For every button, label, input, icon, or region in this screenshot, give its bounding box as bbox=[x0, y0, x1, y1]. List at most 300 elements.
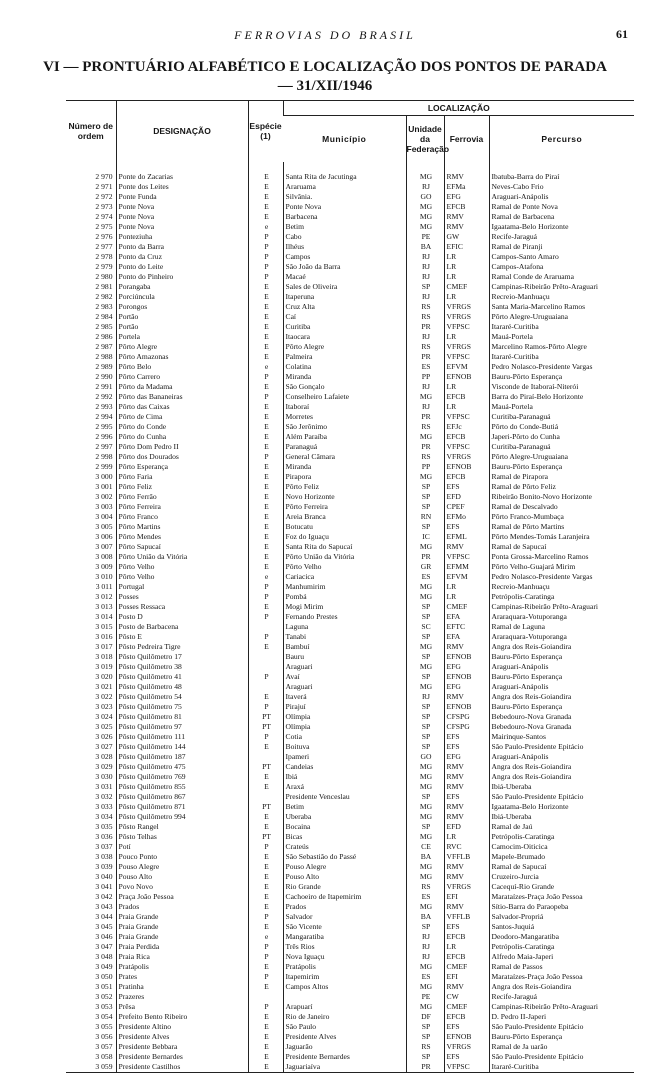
row-municipality: Macaé bbox=[283, 272, 406, 282]
row-route: Alfredo Maia-Japeri bbox=[489, 952, 634, 962]
row-designation: Pôrto União da Vitória bbox=[116, 552, 248, 562]
table-row bbox=[66, 482, 634, 492]
row-route: Mauá-Portela bbox=[489, 402, 634, 412]
row-number: 2 981 bbox=[95, 281, 113, 291]
row-number: 3 044 bbox=[95, 911, 113, 921]
row-railway: EFG bbox=[444, 662, 489, 672]
row-route: Igaatama-Belo Horizonte bbox=[489, 222, 634, 232]
row-state: SP bbox=[406, 602, 444, 612]
row-designation: Presidente Alves bbox=[116, 1032, 248, 1042]
row-railway: EFMM bbox=[444, 562, 489, 572]
row-route: Salvador-Propriá bbox=[489, 912, 634, 922]
row-route: Marataízes-Praça João Pessoa bbox=[489, 972, 634, 982]
row-number: 2 972 bbox=[95, 191, 113, 201]
table-row bbox=[66, 722, 634, 732]
row-state: RJ bbox=[406, 252, 444, 262]
row-state: IC bbox=[406, 532, 444, 542]
row-species: E bbox=[248, 962, 283, 972]
row-railway: RMV bbox=[444, 762, 489, 772]
row-designation: Ponte Funda bbox=[116, 192, 248, 202]
row-designation: Pôrto de Cima bbox=[116, 412, 248, 422]
row-route: Ramal de Pirapora bbox=[489, 472, 634, 482]
row-species: E bbox=[248, 822, 283, 832]
row-species: E bbox=[248, 882, 283, 892]
row-municipality: Mangaratiba bbox=[283, 932, 406, 942]
row-number: 3 012 bbox=[95, 591, 113, 601]
row-municipality: Areia Branca bbox=[283, 512, 406, 522]
row-number: 2 987 bbox=[95, 341, 113, 351]
row-species: P bbox=[248, 842, 283, 852]
row-municipality: Pôrto Velho bbox=[283, 562, 406, 572]
row-designation: Pôsto Telhas bbox=[116, 832, 248, 842]
row-railway: EFS bbox=[444, 1022, 489, 1032]
row-route: Curitiba-Paranaguá bbox=[489, 442, 634, 452]
row-state: MG bbox=[406, 542, 444, 552]
row-state: SP bbox=[406, 712, 444, 722]
row-number: 3 046 bbox=[95, 931, 113, 941]
row-railway: GW bbox=[444, 232, 489, 242]
row-railway: VFFLB bbox=[444, 852, 489, 862]
row-route: Ramal de Descalvado bbox=[489, 502, 634, 512]
row-railway: CFSPG bbox=[444, 722, 489, 732]
row-state: MG bbox=[406, 432, 444, 442]
table-row bbox=[66, 912, 634, 922]
row-municipality: Bauru bbox=[283, 652, 406, 662]
row-number: 3 043 bbox=[95, 901, 113, 911]
row-railway: EFA bbox=[444, 632, 489, 642]
row-railway: EFS bbox=[444, 742, 489, 752]
row-state: SP bbox=[406, 742, 444, 752]
table-row bbox=[66, 432, 634, 442]
row-species: E bbox=[248, 862, 283, 872]
table-row bbox=[66, 752, 634, 762]
row-species: P bbox=[248, 372, 283, 382]
row-municipality: Ilhéus bbox=[283, 242, 406, 252]
row-designation: Pôrto dos Dourados bbox=[116, 452, 248, 462]
row-number: 2 978 bbox=[95, 251, 113, 261]
table-row bbox=[66, 302, 634, 312]
row-railway: RMV bbox=[444, 812, 489, 822]
row-number: 3 015 bbox=[95, 621, 113, 631]
row-number: 3 030 bbox=[95, 771, 113, 781]
row-designation: Pôrto Alegre bbox=[116, 342, 248, 352]
row-species: E bbox=[248, 162, 283, 182]
row-municipality: Crateús bbox=[283, 842, 406, 852]
row-species: E bbox=[248, 772, 283, 782]
row-route: Campinas-Ribeirão Prêto-Araguari bbox=[489, 1002, 634, 1012]
row-municipality: Tanabi bbox=[283, 632, 406, 642]
row-number: 3 051 bbox=[95, 981, 113, 991]
row-state: SP bbox=[406, 612, 444, 622]
row-species: P bbox=[248, 262, 283, 272]
row-species: E bbox=[248, 1032, 283, 1042]
row-species: E bbox=[248, 202, 283, 212]
row-railway: LR bbox=[444, 582, 489, 592]
row-railway: VFRGS bbox=[444, 452, 489, 462]
row-state: ES bbox=[406, 362, 444, 372]
row-municipality: Nova Iguaçu bbox=[283, 952, 406, 962]
row-designation: Pôsto Quilômetro 855 bbox=[116, 782, 248, 792]
row-municipality: São Gonçalo bbox=[283, 382, 406, 392]
row-number: 3 039 bbox=[95, 861, 113, 871]
table-row bbox=[66, 372, 634, 382]
row-designation: Pôrto Franco bbox=[116, 512, 248, 522]
table-row bbox=[66, 1032, 634, 1042]
row-species: PT bbox=[248, 802, 283, 812]
row-species: E bbox=[248, 212, 283, 222]
row-state: MG bbox=[406, 582, 444, 592]
header-municipio bbox=[283, 116, 406, 162]
row-species: e bbox=[248, 362, 283, 372]
table-row bbox=[66, 782, 634, 792]
table-row bbox=[66, 552, 634, 562]
row-designation: Portugal bbox=[116, 582, 248, 592]
row-number: 2 984 bbox=[95, 311, 113, 321]
row-designation: Ponto da Barra bbox=[116, 242, 248, 252]
row-route: Ibiá-Uberaba bbox=[489, 782, 634, 792]
row-number: 3 018 bbox=[95, 651, 113, 661]
row-municipality: Uberaba bbox=[283, 812, 406, 822]
row-number: 3 041 bbox=[95, 881, 113, 891]
row-number: 3 052 bbox=[95, 991, 113, 1001]
row-species: P bbox=[248, 702, 283, 712]
row-number: 3 020 bbox=[95, 671, 113, 681]
row-municipality: Araxá bbox=[283, 782, 406, 792]
row-species bbox=[248, 652, 283, 662]
row-municipality: Candeias bbox=[283, 762, 406, 772]
row-number: 2 986 bbox=[95, 331, 113, 341]
row-route: Petrópolis-Caratinga bbox=[489, 832, 634, 842]
row-species: E bbox=[248, 542, 283, 552]
row-municipality: Presidente Alves bbox=[283, 1032, 406, 1042]
row-species: E bbox=[248, 412, 283, 422]
table-row bbox=[66, 242, 634, 252]
row-species: P bbox=[248, 232, 283, 242]
row-species: E bbox=[248, 1062, 283, 1073]
table-row bbox=[66, 692, 634, 702]
row-route: Recife-Jaraguá bbox=[489, 992, 634, 1002]
row-state: GO bbox=[406, 752, 444, 762]
row-state: MG bbox=[406, 212, 444, 222]
section-title-line-1: VI — PRONTUÁRIO ALFABÉTICO E LOCALIZAÇÃO DOS PONTOS DE PARADA bbox=[43, 59, 607, 75]
row-number: 3 059 bbox=[95, 1061, 113, 1071]
row-railway: CMEF bbox=[444, 962, 489, 972]
table-row bbox=[66, 232, 634, 242]
row-designation: Pratápolis bbox=[116, 962, 248, 972]
row-route: Bauru-Pôrto Esperança bbox=[489, 652, 634, 662]
row-route: Ramal de Pôrto Feliz bbox=[489, 482, 634, 492]
row-route: Pôrto Alegre-Uruguaiana bbox=[489, 312, 634, 322]
row-state: BA bbox=[406, 912, 444, 922]
row-railway: EFCB bbox=[444, 932, 489, 942]
row-state: MG bbox=[406, 962, 444, 972]
row-designation: Prados bbox=[116, 902, 248, 912]
row-railway: VFRGS bbox=[444, 312, 489, 322]
row-municipality: Cachoeiro de Itapemirim bbox=[283, 892, 406, 902]
row-railway: EFG bbox=[444, 752, 489, 762]
row-designation: Portão bbox=[116, 312, 248, 322]
table-row bbox=[66, 602, 634, 612]
row-route: Curitiba-Paranaguá bbox=[489, 412, 634, 422]
row-species: E bbox=[248, 332, 283, 342]
row-designation: Ponte dos Leites bbox=[116, 182, 248, 192]
row-route: Araguari-Anápolis bbox=[489, 752, 634, 762]
row-route: Pedro Nolasco-Presidente Vargas bbox=[489, 362, 634, 372]
row-designation: Pôrto Feliz bbox=[116, 482, 248, 492]
row-number: 2 995 bbox=[95, 421, 113, 431]
row-number: 3 023 bbox=[95, 701, 113, 711]
row-route: Camocim-Oiticica bbox=[489, 842, 634, 852]
row-railway: VFPSC bbox=[444, 412, 489, 422]
row-route: Pôrto Franco-Mumbaça bbox=[489, 512, 634, 522]
row-municipality: Além Paraíba bbox=[283, 432, 406, 442]
table-row bbox=[66, 212, 634, 222]
row-designation: Pouso Alegre bbox=[116, 862, 248, 872]
row-municipality: Ibiá bbox=[283, 772, 406, 782]
row-number: 3 024 bbox=[95, 711, 113, 721]
row-railway: LR bbox=[444, 332, 489, 342]
row-state: RJ bbox=[406, 182, 444, 192]
row-state: SP bbox=[406, 702, 444, 712]
header-unidade-label: Unidade da Federação bbox=[406, 123, 450, 154]
row-species: E bbox=[248, 532, 283, 542]
row-species: P bbox=[248, 672, 283, 682]
row-state: PP bbox=[406, 372, 444, 382]
row-state: BA bbox=[406, 852, 444, 862]
row-municipality: Ipameri bbox=[283, 752, 406, 762]
row-route: Bauru-Pôrto Esperança bbox=[489, 372, 634, 382]
row-species: P bbox=[248, 392, 283, 402]
header-especie bbox=[248, 101, 283, 162]
row-designation: Potí bbox=[116, 842, 248, 852]
header-unidade bbox=[406, 116, 450, 162]
table-row bbox=[66, 292, 634, 302]
row-route: Araraquara-Votuporanga bbox=[489, 612, 634, 622]
row-designation: Pratinha bbox=[116, 982, 248, 992]
row-designation: Ponte Nova bbox=[116, 212, 248, 222]
row-designation: Porongos bbox=[116, 302, 248, 312]
row-designation: Pôsto Quilômetro 769 bbox=[116, 772, 248, 782]
row-state: DF bbox=[406, 1012, 444, 1022]
row-species: E bbox=[248, 422, 283, 432]
row-railway: EFNOB bbox=[444, 462, 489, 472]
table-row bbox=[66, 402, 634, 412]
row-species: e bbox=[248, 932, 283, 942]
row-state: MG bbox=[406, 762, 444, 772]
row-municipality: Laguna bbox=[283, 622, 406, 632]
row-municipality: Rio Grande bbox=[283, 882, 406, 892]
row-railway: EFMa bbox=[444, 182, 489, 192]
table-row bbox=[66, 622, 634, 632]
row-state: RJ bbox=[406, 692, 444, 702]
row-species: E bbox=[248, 562, 283, 572]
row-number: 2 989 bbox=[95, 361, 113, 371]
row-state: PR bbox=[406, 1062, 444, 1073]
row-route: São Paulo-Presidente Epitácio bbox=[489, 792, 634, 802]
row-number: 2 983 bbox=[95, 301, 113, 311]
row-route: Ramal de Barbacena bbox=[489, 212, 634, 222]
row-municipality: São Sebastião do Passé bbox=[283, 852, 406, 862]
table-row bbox=[66, 812, 634, 822]
row-number: 2 973 bbox=[95, 201, 113, 211]
row-railway: RMV bbox=[444, 872, 489, 882]
row-species: P bbox=[248, 272, 283, 282]
row-species: E bbox=[248, 292, 283, 302]
row-number: 3 005 bbox=[95, 521, 113, 531]
row-species: E bbox=[248, 302, 283, 312]
row-route: Angra dos Reis-Goiandira bbox=[489, 762, 634, 772]
row-route: Petrópolis-Caratinga bbox=[489, 592, 634, 602]
row-number: 2 988 bbox=[95, 351, 113, 361]
row-number: 3 037 bbox=[95, 841, 113, 851]
table-row bbox=[66, 322, 634, 332]
row-species: E bbox=[248, 1022, 283, 1032]
row-state: SP bbox=[406, 282, 444, 292]
row-state: MG bbox=[406, 872, 444, 882]
table-row bbox=[66, 712, 634, 722]
row-state: MG bbox=[406, 1002, 444, 1012]
row-species: PT bbox=[248, 832, 283, 842]
header-especie-label: Espécie (1) bbox=[249, 121, 282, 142]
row-railway: CW bbox=[444, 992, 489, 1002]
row-state: MG bbox=[406, 802, 444, 812]
row-designation: Ponte Nova bbox=[116, 202, 248, 212]
stops-table bbox=[66, 100, 634, 1073]
row-species: E bbox=[248, 852, 283, 862]
row-railway: RMV bbox=[444, 772, 489, 782]
row-species: E bbox=[248, 352, 283, 362]
row-route: Igaatama-Belo Horizonte bbox=[489, 802, 634, 812]
row-railway: RMV bbox=[444, 782, 489, 792]
row-state: SP bbox=[406, 492, 444, 502]
row-number: 2 992 bbox=[95, 391, 113, 401]
row-designation: Pôrto Faria bbox=[116, 472, 248, 482]
table-row bbox=[66, 462, 634, 472]
row-state: PR bbox=[406, 322, 444, 332]
row-state: SP bbox=[406, 1052, 444, 1062]
row-species: E bbox=[248, 742, 283, 752]
row-species: E bbox=[248, 502, 283, 512]
row-state: MG bbox=[406, 392, 444, 402]
header-designacao-label: DESIGNAÇÃO bbox=[153, 126, 211, 137]
row-route: Pôrto Velho-Guajará Mirim bbox=[489, 562, 634, 572]
row-municipality: Presidente Venceslau bbox=[283, 792, 406, 802]
row-designation: Porciúncula bbox=[116, 292, 248, 302]
row-species: E bbox=[248, 692, 283, 702]
row-designation: Presidente Altino bbox=[116, 1022, 248, 1032]
row-number: 3 038 bbox=[95, 851, 113, 861]
row-municipality: Barbacena bbox=[283, 212, 406, 222]
row-municipality: Palmeira bbox=[283, 352, 406, 362]
table-row bbox=[66, 892, 634, 902]
row-species: P bbox=[248, 582, 283, 592]
row-designation: Pôsto Quilômetro 871 bbox=[116, 802, 248, 812]
row-number: 2 998 bbox=[95, 451, 113, 461]
row-state: RS bbox=[406, 882, 444, 892]
row-route: Mairinque-Santos bbox=[489, 732, 634, 742]
table-row bbox=[66, 1062, 634, 1073]
row-number: 3 014 bbox=[95, 611, 113, 621]
row-designation: Pôrto Mendes bbox=[116, 532, 248, 542]
row-railway: EFS bbox=[444, 922, 489, 932]
row-railway: EFNOB bbox=[444, 652, 489, 662]
row-state: RJ bbox=[406, 952, 444, 962]
row-municipality: Salvador bbox=[283, 912, 406, 922]
section-title bbox=[40, 58, 610, 96]
row-route: Campinas-Ribeirão Prêto-Araguari bbox=[489, 602, 634, 612]
table-row bbox=[66, 732, 634, 742]
row-municipality: Betim bbox=[283, 222, 406, 232]
row-number: 3 025 bbox=[95, 721, 113, 731]
row-municipality: Fernando Prestes bbox=[283, 612, 406, 622]
row-species: P bbox=[248, 252, 283, 262]
row-designation: Pôsto Rangel bbox=[116, 822, 248, 832]
row-species: P bbox=[248, 632, 283, 642]
row-designation: Pôrto Esperança bbox=[116, 462, 248, 472]
table-row bbox=[66, 652, 634, 662]
row-route: Marataízes-Praça João Pessoa bbox=[489, 892, 634, 902]
row-municipality: Ponte Nova bbox=[283, 202, 406, 212]
row-municipality: Pôrto Alegre bbox=[283, 342, 406, 352]
row-species: E bbox=[248, 982, 283, 992]
row-state: ES bbox=[406, 892, 444, 902]
row-state: PR bbox=[406, 552, 444, 562]
table-row bbox=[66, 1042, 634, 1052]
row-number: 3 000 bbox=[95, 471, 113, 481]
row-railway: VFRGS bbox=[444, 302, 489, 312]
row-railway: LR bbox=[444, 272, 489, 282]
row-designation: Portão bbox=[116, 322, 248, 332]
row-designation: Pôrto Dom Pedro II bbox=[116, 442, 248, 452]
row-designation: Posto D bbox=[116, 612, 248, 622]
row-state: MG bbox=[406, 642, 444, 652]
row-number: 3 055 bbox=[95, 1021, 113, 1031]
table-row bbox=[66, 962, 634, 972]
row-route: Ribeirão Bonito-Novo Horizonte bbox=[489, 492, 634, 502]
row-municipality: Cotia bbox=[283, 732, 406, 742]
row-route: Mauá-Portela bbox=[489, 332, 634, 342]
row-number: 3 045 bbox=[95, 921, 113, 931]
row-route: Cacequí-Rio Grande bbox=[489, 882, 634, 892]
row-railway: VFRGS bbox=[444, 342, 489, 352]
table-row bbox=[66, 852, 634, 862]
row-state: PE bbox=[406, 992, 444, 1002]
row-state: MG bbox=[406, 202, 444, 212]
row-route: Bebedouro-Nova Granada bbox=[489, 722, 634, 732]
row-municipality: Pouso Alegre bbox=[283, 862, 406, 872]
row-species: E bbox=[248, 512, 283, 522]
row-railway: EFG bbox=[444, 192, 489, 202]
row-species: P bbox=[248, 452, 283, 462]
row-species bbox=[248, 992, 283, 1002]
row-railway: VFPSC bbox=[444, 322, 489, 332]
table-row bbox=[66, 522, 634, 532]
table-row bbox=[66, 902, 634, 912]
row-railway: CMEF bbox=[444, 602, 489, 612]
row-municipality: Cruz Alta bbox=[283, 302, 406, 312]
row-municipality: Itaocara bbox=[283, 332, 406, 342]
row-railway: EFCB bbox=[444, 952, 489, 962]
row-route: São Paulo-Presidente Epitácio bbox=[489, 1052, 634, 1062]
header-ferrovia bbox=[444, 116, 489, 162]
row-route: Petrópolis-Caratinga bbox=[489, 942, 634, 952]
row-designation: Ponto da Cruz bbox=[116, 252, 248, 262]
row-designation: Pôsto Quilômetro 187 bbox=[116, 752, 248, 762]
row-number: 3 021 bbox=[95, 681, 113, 691]
row-route: Ramal de Ponte Nova bbox=[489, 202, 634, 212]
table-row bbox=[66, 222, 634, 232]
row-railway: EFCB bbox=[444, 202, 489, 212]
